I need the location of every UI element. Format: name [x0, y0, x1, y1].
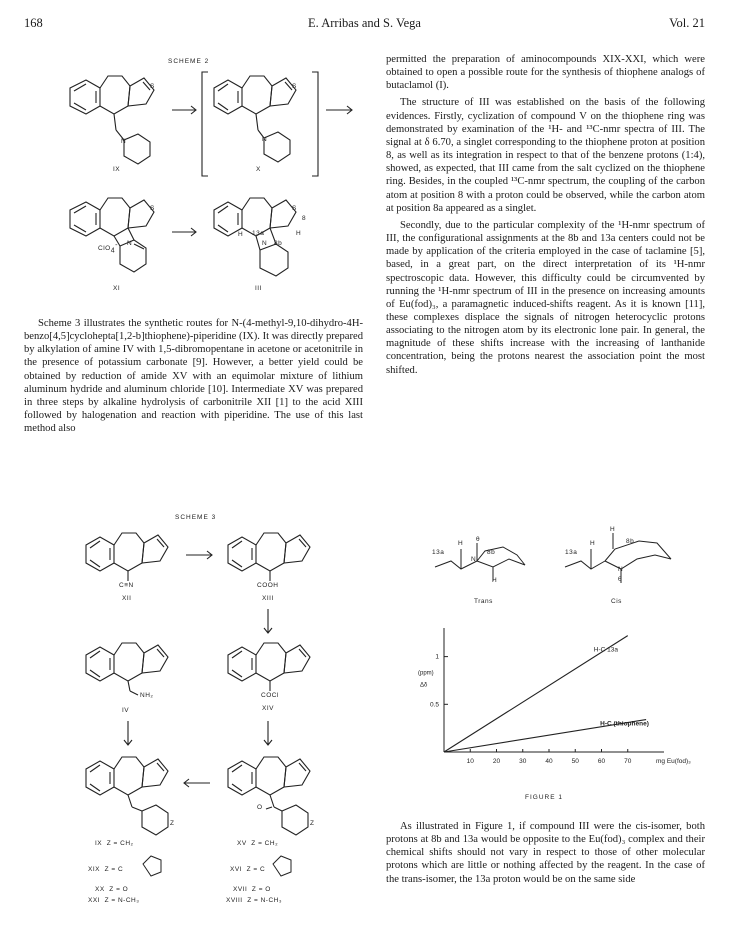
conformer-structures: [425, 525, 695, 610]
cis-pos-13a: 13a: [565, 549, 578, 556]
scheme-3-title: SCHEME 3: [175, 514, 217, 521]
scheme-2-atom-s2: S: [292, 83, 297, 90]
compound-label-xiii: XIII: [262, 595, 274, 602]
volume-label: Vol. 21: [669, 16, 705, 30]
list-item: XXI Z = N-CH₃: [88, 897, 140, 904]
list-item: XVII Z = O: [233, 886, 271, 893]
scheme-2-h-8b: H: [296, 230, 302, 237]
compound-label-ix: IX: [113, 166, 121, 173]
series-label: H-C 13a: [593, 646, 618, 654]
x-tick-label: 20: [492, 758, 501, 765]
compound-label-xiv: XIV: [262, 705, 274, 712]
compound-xiv: [228, 643, 310, 691]
trans-n: N: [471, 556, 477, 563]
compound-xv-series: [228, 757, 310, 835]
y-axis-label-top: (ppm): [418, 670, 434, 677]
compound-iii: [214, 198, 296, 276]
dioxolane-rings: [135, 852, 295, 882]
cis-h-top: H: [610, 526, 616, 533]
x-tick-label: 30: [519, 758, 527, 765]
trans-lone-pair: θ: [476, 536, 481, 543]
list-item: XIX Z = C: [88, 866, 124, 873]
cis-h-left: H: [590, 540, 596, 547]
compound-x: [214, 76, 296, 162]
compound-label-xii: XII: [122, 595, 132, 602]
scheme-3-o-carbonyl: O: [257, 804, 263, 811]
compound-label-iv: IV: [122, 707, 130, 714]
series-label: H-C (thiophene): [600, 720, 649, 728]
compound-label-iii: III: [255, 285, 262, 292]
scheme-2-atom-n-plus: N: [262, 136, 268, 143]
trans-pos-13a: 13a: [432, 549, 445, 556]
right-column-text-bottom: [386, 820, 705, 886]
compound-ix-series: [86, 757, 168, 835]
compound-ix: [70, 76, 154, 164]
cis-n: N: [618, 566, 624, 573]
y-tick-label: 1: [435, 653, 439, 661]
trans-label: Trans: [474, 598, 493, 605]
page-number: 168: [24, 16, 43, 30]
scheme-2-atom-s3: S: [150, 205, 155, 212]
trans-pos-8b: 8b: [487, 549, 496, 556]
scheme-2-atom-n: N: [121, 138, 127, 145]
scheme-3-nh2-group: NH₂: [140, 692, 154, 699]
scheme-2-pos-8b: 8b: [274, 240, 283, 247]
x-tick-label: 10: [466, 758, 474, 765]
scheme-2-atom-n2: N: [127, 240, 133, 247]
scheme-3-z-right: Z: [310, 820, 315, 827]
scheme-2-h-13a: H: [238, 231, 244, 238]
scheme-2-atom-s4: S: [292, 205, 297, 212]
scheme-2-pos-8: 8: [302, 215, 307, 222]
left-column-text: [24, 317, 363, 435]
right-column-text-top: [386, 53, 705, 377]
cis-pos-8b: 8b: [626, 538, 635, 545]
cis-lone-pair: θ: [618, 576, 623, 583]
x-tick-label: 70: [624, 758, 632, 765]
compound-label-x: X: [256, 166, 261, 173]
scheme-2-atom-n3: N: [262, 240, 268, 247]
paragraph-structure-evidence: The structure of III was established on the basis of the following evidences. Firstly, cyclization of compound V on the thiophene ring was demonstrated by examination of the ¹H- and ¹³C-nmr spectra of III. The signal at δ 6.70, a singlet corresponding to the thiophene proton at position 8, as well as its integration in respect to that of the benzene protons (1:4), showed, as expected, that III came from the salt cyclized on the thiophene ring. Besides, in the coupled ¹³C-nmr spectrum, the coupling of the carbon atom at position 8 with a proton could be observed, while the carbon atom at position 8a appeared as a singlet.: [386, 97, 705, 214]
scheme-2-atom-s: S: [150, 83, 155, 90]
trans-h-bottom: H: [492, 577, 498, 584]
y-axis-label-bottom: Δδ: [420, 682, 428, 689]
figure-1-caption: FIGURE 1: [525, 794, 563, 801]
scheme-3-cooh-group: COOH: [257, 582, 279, 589]
y-tick-label: 0.5: [429, 701, 439, 709]
compound-xi: [70, 198, 154, 272]
x-tick-label: 50: [571, 758, 579, 765]
x-tick-label: 60: [597, 758, 606, 765]
list-item: IX Z = CH₂: [95, 840, 134, 847]
compound-xii: [86, 533, 168, 581]
list-item: XV Z = CH₂: [237, 840, 279, 847]
compound-iv: [86, 643, 168, 695]
scheme-2-title: SCHEME 2: [168, 58, 210, 65]
trans-conformer: [435, 543, 525, 581]
list-item: XVIII Z = N-CH₃: [226, 897, 282, 904]
x-axis-label: mg Eu(fod)₃: [656, 758, 691, 765]
cis-label: Cis: [611, 598, 622, 605]
x-tick-label: 40: [545, 758, 553, 765]
scheme-3-cocl-group: COCl: [261, 692, 279, 699]
scheme-3-cn-group: C≡N: [119, 582, 134, 589]
running-title: E. Arribas and S. Vega: [308, 16, 421, 30]
paragraph-continued: permitted the preparation of aminocompounds XIX-XXI, which were obtained to open a possible route for the synthesis of thiophene analogs of butaclamol (I).: [386, 54, 705, 92]
compound-label-xi: XI: [113, 285, 121, 292]
scheme-3-structures: [60, 525, 350, 855]
scheme-2-perchlorate: ClO$_4$-: [98, 241, 118, 255]
scheme-2-structures: [30, 68, 370, 298]
paragraph-eu-fod: Secondly, due to the particular complexity of the ¹H-nmr spectrum of III, the configurational assignments at the 8b and 13a centers could not be made by application of the criteria employed in the case of taclamine [5], based, in a great part, on the direct interpretation of its ¹H-nmr spectroscopic data. However, this difficulty could be circumvented by running the ¹H-nmr spectrum of III in the presence on increasing amounts of Eu(fod)₃, a paramagnetic induced-shifts reagent. As it is known [11], these complexes displace the signals of nitrogen heterocyclic protons associating to the nitrogen atom by its electronic lone pair. In general, the magnitude of these shifts increase with the increasing of lanthanide concentration, being the protons nearest the association point the most shifted.: [386, 219, 705, 376]
compound-xiii: [228, 533, 310, 581]
scheme-3-z-left: Z: [170, 820, 175, 827]
list-item: XVI Z = C: [230, 866, 266, 873]
list-item: XX Z = O: [95, 886, 129, 893]
paragraph-scheme-3: Scheme 3 illustrates the synthetic routes for N-(4-methyl-9,10-dihydro-4H-benzo[4,5]cyclohepta[1,2-b]thiophene)-piperidine (IX). It was directly prepared by alkylation of amine IV with 1,5-dibromopentane in acetone or acetonitrile in the presence of potassium carbonate [9]. However, a better yield could be obtained by reduction of amide XV with an equimolar mixture of lithium aluminum hydride and aluminum chloride [10]. Intermediate XV was prepared in three steps by alkaline hydrolysis of carbonitrile XII [1] to the acid XIII followed by halogenation and reaction with piperidine. The use of this last method also: [24, 318, 363, 435]
figure-1-chart: [400, 618, 710, 778]
paragraph-figure-1: As illustrated in Figure 1, if compound III were the cis-isomer, both protons at 8b and 13a would be opposite to the Eu(fod)₃ complex and their chemical shifts should not vary in respect to those of other molecular protons which are little or nothing affected by the reagent. In the case of the trans-isomer, the 13a proton would be on the same side: [386, 821, 705, 885]
trans-h-top: H: [458, 540, 464, 547]
scheme-2-pos-13a: 13a: [252, 230, 265, 237]
